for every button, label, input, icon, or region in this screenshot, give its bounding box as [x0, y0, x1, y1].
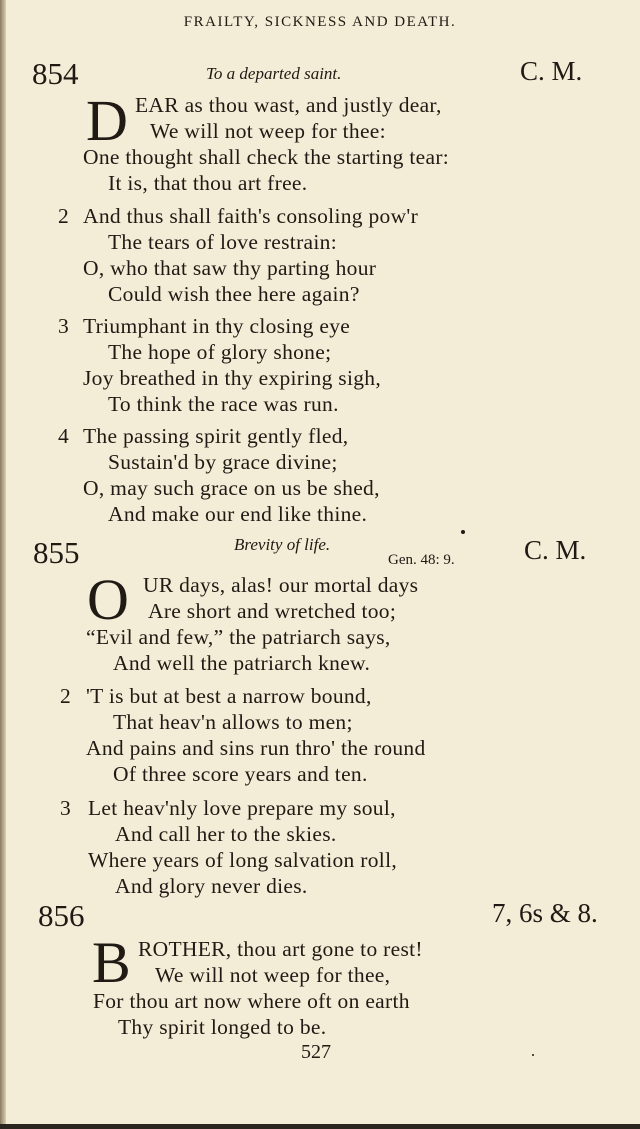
verse-line: Triumphant in thy closing eye	[83, 314, 351, 338]
hymn-meter: 7, 6s & 8.	[492, 898, 598, 928]
verse-line: UR days, alas! our mortal days	[143, 573, 419, 597]
hymn-number: 856	[38, 898, 85, 933]
verse-line: And glory never dies.	[115, 874, 308, 898]
page-spine-shadow	[0, 0, 6, 1129]
verse-line: Joy breathed in thy expiring sigh,	[83, 366, 382, 390]
stanza-number: 2	[58, 204, 69, 228]
hymn-meter: C. M.	[524, 535, 587, 565]
verse-line: We will not weep for thee,	[155, 963, 391, 987]
page-number: 527	[301, 1041, 331, 1063]
verse-line: Where years of long salvation roll,	[88, 848, 398, 872]
drop-cap: D	[86, 88, 128, 153]
scripture-reference: Gen. 48: 9.	[388, 552, 455, 568]
verse-line: And make our end like thine.	[108, 502, 368, 526]
verse-line: The tears of love restrain:	[108, 230, 337, 254]
hymn-number: 855	[33, 535, 80, 570]
verse-line: Sustain'd by grace divine;	[108, 450, 338, 474]
print-speck	[532, 1054, 534, 1056]
verse-line: EAR as thou wast, and justly dear,	[135, 93, 442, 117]
verse-line: The hope of glory shone;	[108, 340, 332, 364]
verse-line: Let heav'nly love prepare my soul,	[88, 796, 396, 820]
verse-line: Of three score years and ten.	[113, 762, 368, 786]
verse-line: And pains and sins run thro' the round	[86, 736, 426, 760]
verse-line: “Evil and few,” the patriarch says,	[86, 625, 391, 649]
stanza-number: 2	[60, 684, 71, 708]
page-bottom-edge	[0, 1124, 640, 1129]
verse-line: Thy spirit longed to be.	[118, 1015, 327, 1039]
verse-line: O, may such grace on us be shed,	[83, 476, 380, 500]
verse-line: And well the patriarch knew.	[113, 651, 371, 675]
verse-line: ROTHER, thou art gone to rest!	[138, 937, 423, 961]
print-speck	[461, 530, 465, 534]
hymn-title: To a departed saint.	[206, 64, 342, 83]
verse-line: For thou art now where oft on earth	[93, 989, 410, 1013]
hymn-meter: C. M.	[520, 56, 583, 86]
verse-line: The passing spirit gently fled,	[83, 424, 349, 448]
hymn-number: 854	[32, 56, 79, 91]
drop-cap: B	[92, 930, 131, 995]
stanza-number: 3	[58, 314, 69, 338]
running-header: FRAILTY, SICKNESS AND DEATH.	[183, 14, 457, 30]
verse-line: It is, that thou art free.	[108, 171, 308, 195]
verse-line: 'T is but at best a narrow bound,	[86, 684, 372, 708]
stanza-number: 4	[58, 424, 69, 448]
verse-line: And thus shall faith's consoling pow'r	[83, 204, 419, 228]
drop-cap: O	[87, 567, 129, 632]
verse-line: One thought shall check the starting tear:	[83, 145, 450, 169]
verse-line: Are short and wretched too;	[148, 599, 397, 623]
hymn-title: Brevity of life.	[234, 535, 331, 554]
verse-line: To think the race was run.	[108, 392, 339, 416]
verse-line: O, who that saw thy parting hour	[83, 256, 377, 280]
verse-line: We will not weep for thee:	[150, 119, 386, 143]
verse-line: And call her to the skies.	[115, 822, 337, 846]
stanza-number: 3	[60, 796, 71, 820]
verse-line: That heav'n allows to men;	[113, 710, 353, 734]
verse-line: Could wish thee here again?	[108, 282, 360, 306]
